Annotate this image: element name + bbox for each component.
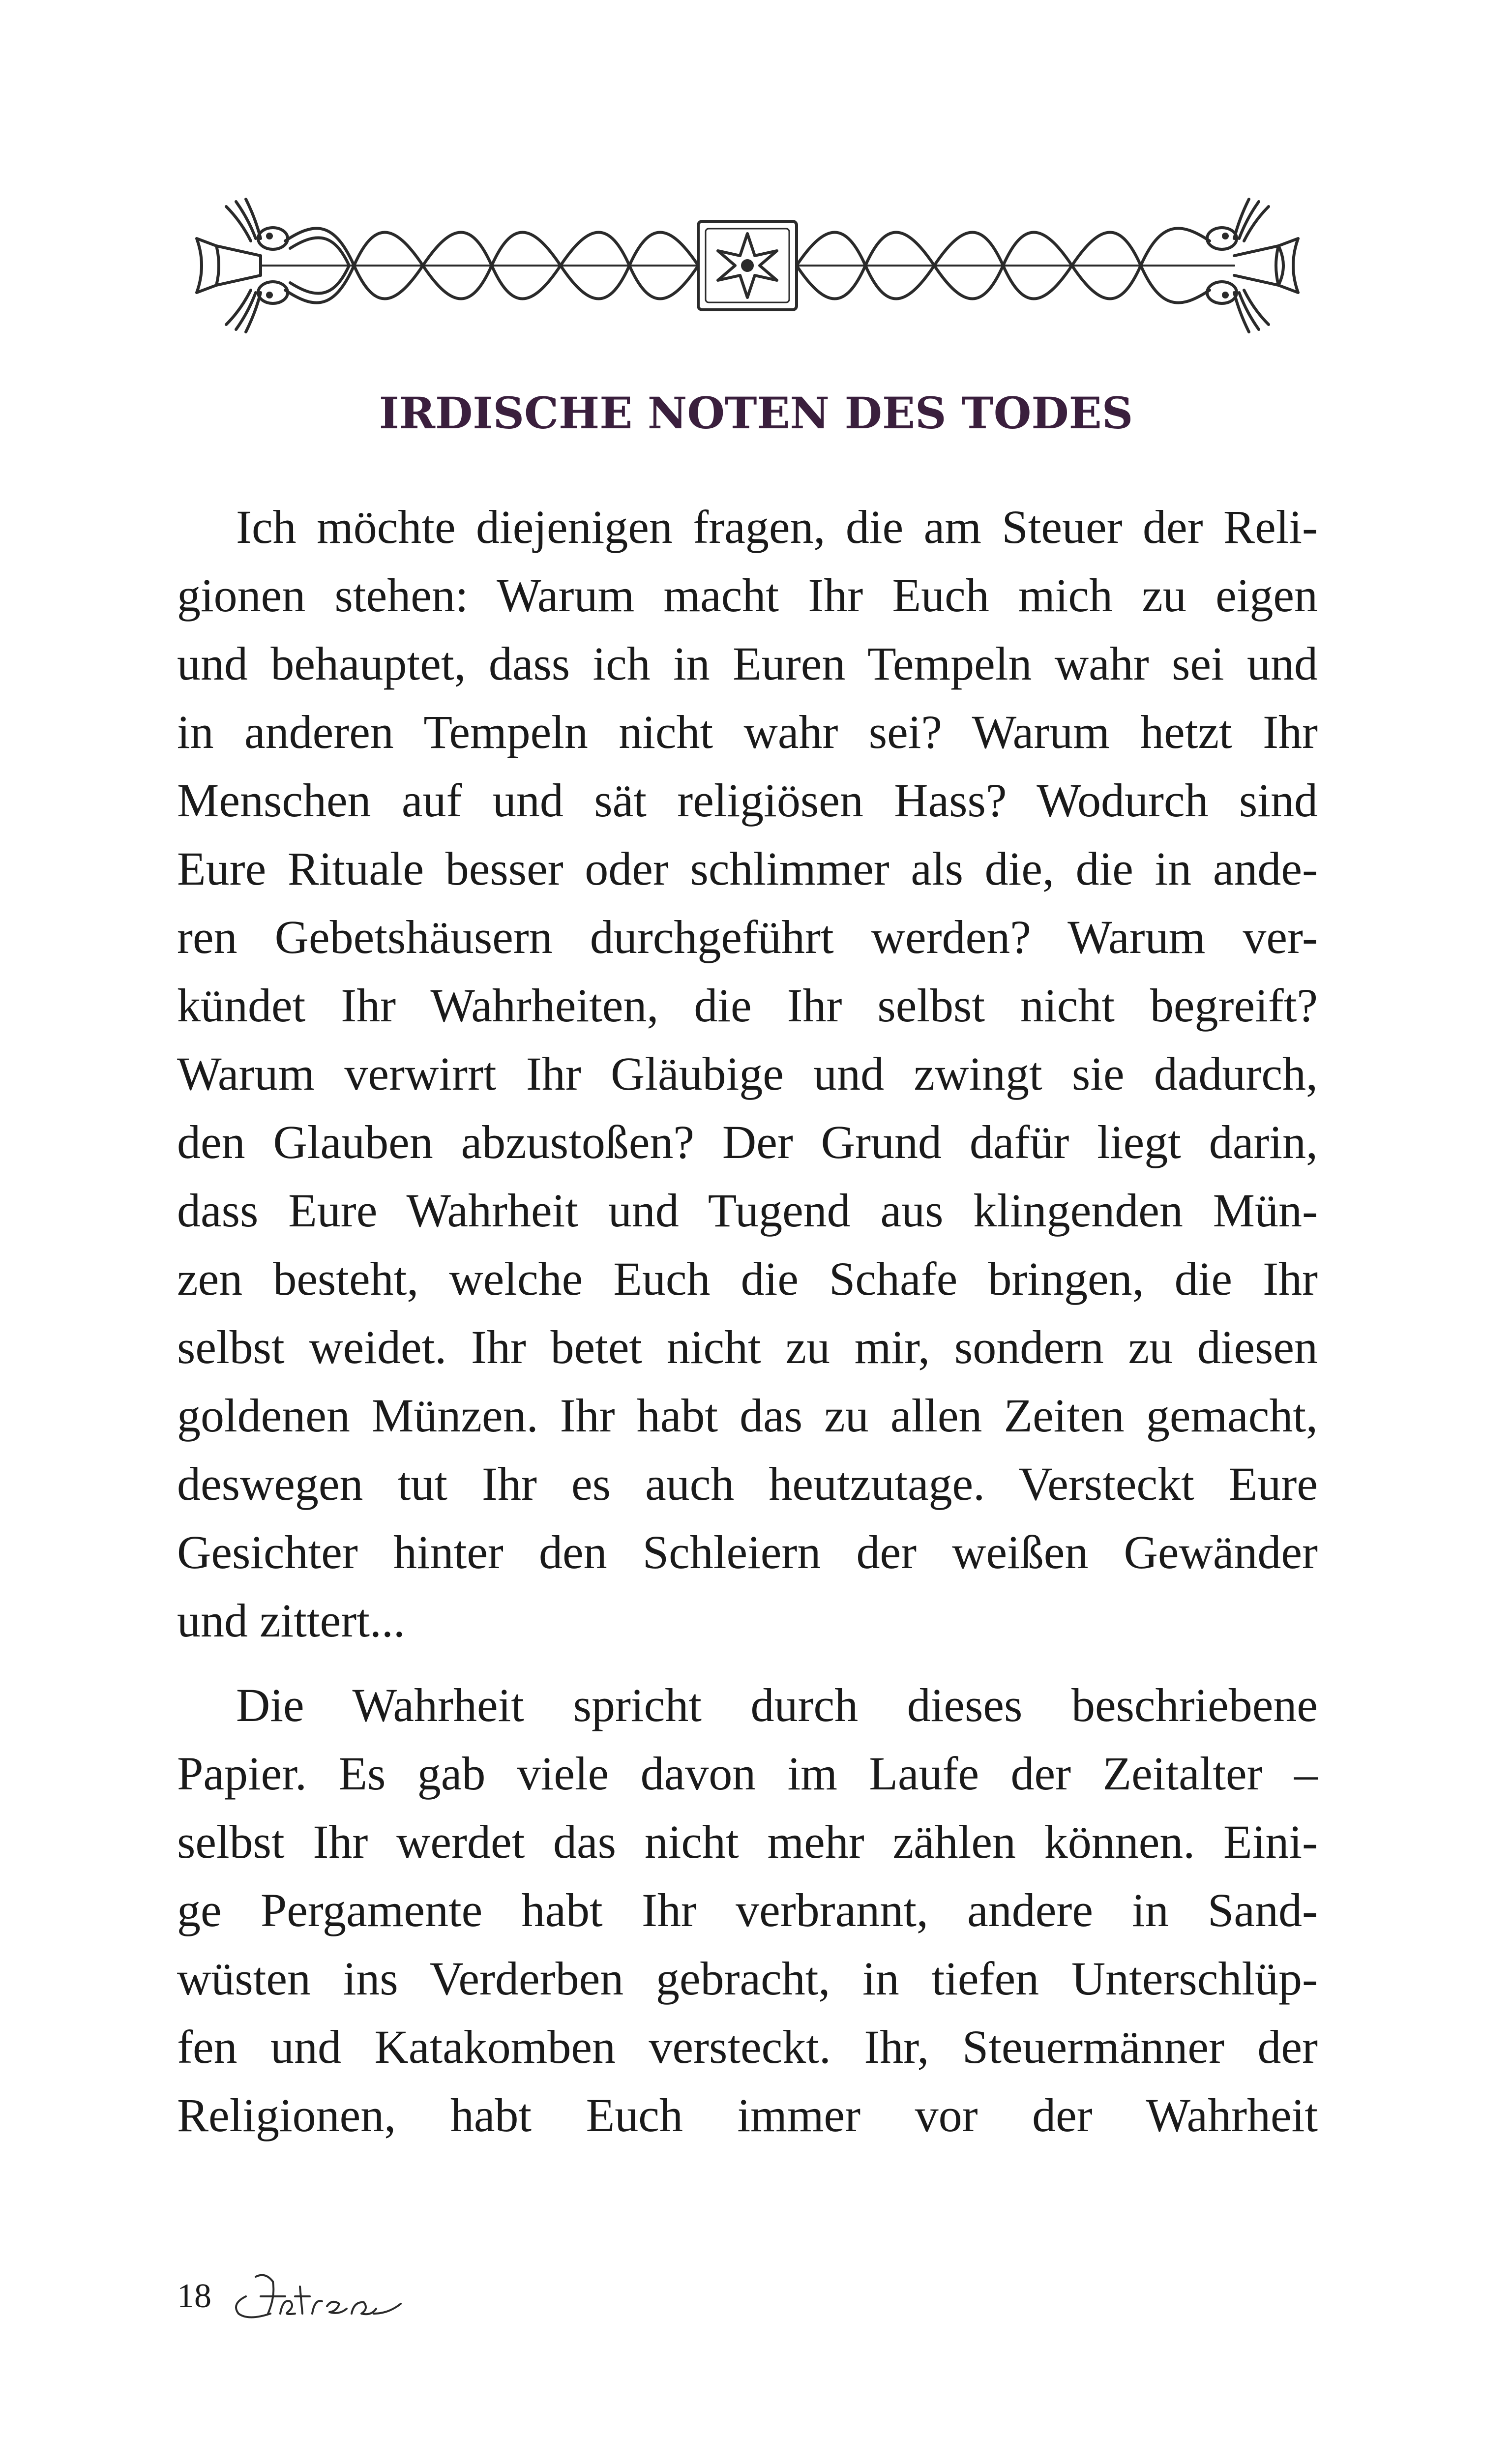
text-line: kündet Ihr Wahrheiten, die Ihr selbst nicht begreift? [177, 979, 1318, 1032]
text-line: Die Wahrheit spricht durch dieses beschriebene [236, 1679, 1318, 1731]
text-line: und zittert... [177, 1594, 405, 1647]
text-line: Eure Rituale besser oder schlimmer als die, die in ande- [177, 842, 1318, 895]
text-line: selbst Ihr werdet das nicht mehr zählen können. Eini- [177, 1815, 1318, 1868]
text-line: ren Gebetshäusern durchgeführt werden? Warum ver- [177, 911, 1318, 963]
page-footer [177, 2267, 408, 2326]
text-line: Menschen auf und sät religiösen Hass? Wodurch sind [177, 774, 1318, 827]
text-line: Ich möchte diejenigen fragen, die am Steuer der Reli- [236, 501, 1318, 553]
chapter-title: IRDISCHE NOTEN DES TODES [379, 387, 1133, 439]
text-line: Religionen, habt Euch immer vor der Wahrheit [177, 2089, 1318, 2141]
astrea-logo-icon [226, 2267, 408, 2326]
text-line: in anderen Tempeln nicht wahr sei? Warum hetzt Ihr [177, 706, 1318, 758]
paragraph-1 [177, 493, 1318, 1655]
text-line: ge Pergamente habt Ihr verbrannt, andere in Sand- [177, 1884, 1318, 1936]
text-line: und behauptet, dass ich in Euren Tempeln wahr sei und [177, 637, 1318, 690]
text-line: fen und Katakomben versteckt. Ihr, Steuermänner der [177, 2021, 1318, 2073]
text-line: wüsten ins Verderben gebracht, in tiefen Unterschlüp- [177, 1952, 1318, 2005]
paragraph-2 [177, 1671, 1318, 2149]
text-line: dass Eure Wahrheit und Tugend aus klingenden Mün- [177, 1184, 1318, 1237]
text-line: zen besteht, welche Euch die Schafe bringen, die Ihr [177, 1252, 1318, 1305]
text-line: Warum verwirrt Ihr Gläubige und zwingt sie dadurch, [177, 1047, 1318, 1100]
serpent-star-ornament-icon [187, 192, 1308, 339]
text-line: deswegen tut Ihr es auch heutzutage. Versteckt Eure [177, 1457, 1318, 1510]
text-line: selbst weidet. Ihr betet nicht zu mir, sondern zu diesen [177, 1321, 1318, 1373]
text-line: gionen stehen: Warum macht Ihr Euch mich zu eigen [177, 569, 1318, 622]
text-line: goldenen Münzen. Ihr habt das zu allen Zeiten gemacht, [177, 1389, 1318, 1442]
page-number: 18 [177, 2277, 211, 2315]
text-line: Papier. Es gab viele davon im Laufe der Zeitalter – [177, 1747, 1318, 1800]
text-line: Gesichter hinter den Schleiern der weißen Gewänder [177, 1526, 1318, 1578]
text-line: den Glauben abzustoßen? Der Grund dafür liegt darin, [177, 1116, 1318, 1168]
